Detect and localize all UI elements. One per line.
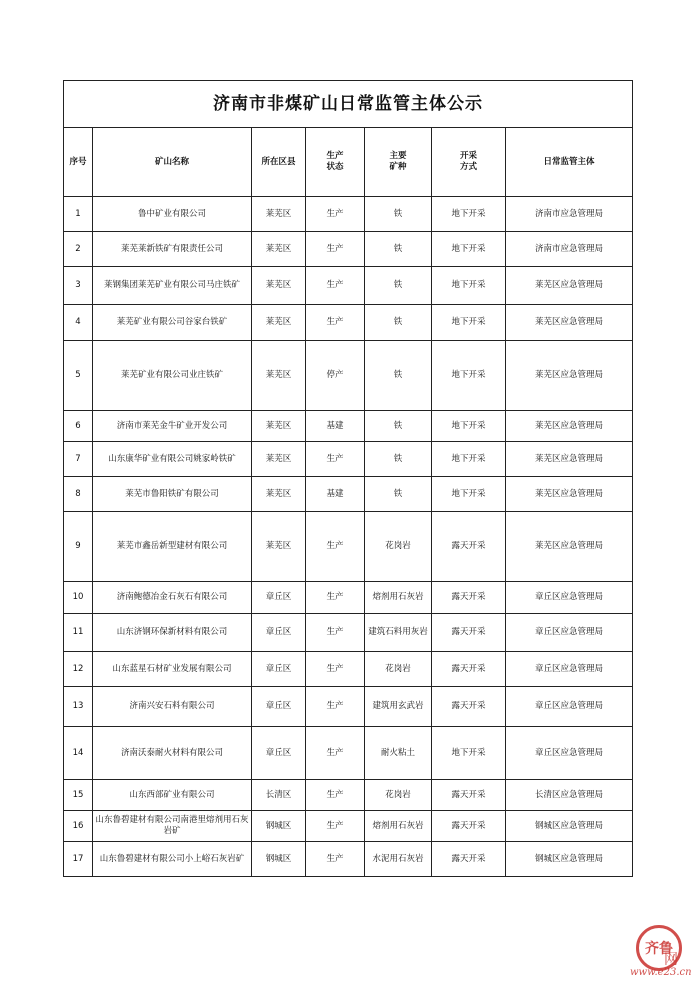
cell-district: 莱芜区 — [252, 232, 306, 267]
cell-status: 生产 — [306, 811, 365, 842]
col-header-name: 矿山名称 — [93, 128, 252, 197]
table-row — [64, 614, 633, 652]
cell-no: 8 — [64, 477, 93, 512]
cell-regulator: 济南市应急管理局 — [506, 197, 633, 232]
cell-mineral: 铁 — [365, 442, 432, 477]
cell-mineral: 铁 — [365, 197, 432, 232]
cell-no: 7 — [64, 442, 93, 477]
cell-status: 基建 — [306, 477, 365, 512]
table-row — [64, 232, 633, 267]
cell-name: 山东康华矿业有限公司姚家岭铁矿 — [93, 442, 252, 477]
cell-method: 地下开采 — [432, 411, 506, 442]
cell-regulator: 莱芜区应急管理局 — [506, 442, 633, 477]
cell-mineral: 花岗岩 — [365, 652, 432, 687]
table-row — [64, 411, 633, 442]
cell-method: 露天开采 — [432, 652, 506, 687]
cell-no: 10 — [64, 582, 93, 614]
cell-status: 生产 — [306, 687, 365, 727]
table-row — [64, 687, 633, 727]
cell-status: 生产 — [306, 232, 365, 267]
site-watermark — [620, 925, 698, 980]
cell-no: 9 — [64, 512, 93, 582]
cell-name: 济南鲍德冶金石灰石有限公司 — [93, 582, 252, 614]
table-row — [64, 652, 633, 687]
cell-name: 鲁中矿业有限公司 — [93, 197, 252, 232]
cell-regulator: 莱芜区应急管理局 — [506, 305, 633, 341]
cell-no: 2 — [64, 232, 93, 267]
cell-method: 露天开采 — [432, 614, 506, 652]
cell-method: 地下开采 — [432, 727, 506, 780]
cell-district: 莱芜区 — [252, 411, 306, 442]
cell-no: 15 — [64, 780, 93, 811]
col-header-no: 序号 — [64, 128, 93, 197]
cell-name: 莱钢集团莱芜矿业有限公司马庄铁矿 — [93, 267, 252, 305]
cell-mineral: 建筑石料用灰岩 — [365, 614, 432, 652]
cell-status: 基建 — [306, 411, 365, 442]
cell-no: 17 — [64, 842, 93, 877]
col-header-method: 开采 方式 — [432, 128, 506, 197]
table-row — [64, 811, 633, 842]
cell-no: 3 — [64, 267, 93, 305]
cell-district: 莱芜区 — [252, 305, 306, 341]
cell-regulator: 章丘区应急管理局 — [506, 687, 633, 727]
cell-mineral: 熔剂用石灰岩 — [365, 811, 432, 842]
notice-sheet — [63, 80, 632, 877]
cell-method: 地下开采 — [432, 197, 506, 232]
cell-name: 山东西部矿业有限公司 — [93, 780, 252, 811]
cell-regulator: 章丘区应急管理局 — [506, 614, 633, 652]
cell-name: 莱芜市鑫岳新型建材有限公司 — [93, 512, 252, 582]
table-row — [64, 305, 633, 341]
cell-regulator: 钢城区应急管理局 — [506, 842, 633, 877]
cell-district: 钢城区 — [252, 811, 306, 842]
cell-regulator: 莱芜区应急管理局 — [506, 477, 633, 512]
cell-district: 章丘区 — [252, 614, 306, 652]
cell-status: 生产 — [306, 614, 365, 652]
cell-mineral: 花岗岩 — [365, 512, 432, 582]
cell-status: 生产 — [306, 197, 365, 232]
cell-name: 莱芜市鲁阳铁矿有限公司 — [93, 477, 252, 512]
cell-district: 莱芜区 — [252, 267, 306, 305]
cell-mineral: 耐火粘土 — [365, 727, 432, 780]
cell-method: 露天开采 — [432, 512, 506, 582]
cell-district: 长清区 — [252, 780, 306, 811]
cell-status: 停产 — [306, 341, 365, 411]
cell-status: 生产 — [306, 652, 365, 687]
table-row — [64, 512, 633, 582]
cell-no: 13 — [64, 687, 93, 727]
col-header-mineral: 主要 矿种 — [365, 128, 432, 197]
cell-regulator: 莱芜区应急管理局 — [506, 512, 633, 582]
cell-district: 莱芜区 — [252, 341, 306, 411]
cell-regulator: 莱芜区应急管理局 — [506, 341, 633, 411]
header-row — [64, 128, 633, 197]
cell-district: 钢城区 — [252, 842, 306, 877]
cell-mineral: 水泥用石灰岩 — [365, 842, 432, 877]
cell-district: 章丘区 — [252, 582, 306, 614]
cell-no: 1 — [64, 197, 93, 232]
cell-name: 莱芜莱新铁矿有限责任公司 — [93, 232, 252, 267]
col-header-status: 生产 状态 — [306, 128, 365, 197]
cell-method: 地下开采 — [432, 442, 506, 477]
cell-regulator: 莱芜区应急管理局 — [506, 267, 633, 305]
cell-name: 莱芜矿业有限公司业庄铁矿 — [93, 341, 252, 411]
cell-status: 生产 — [306, 842, 365, 877]
cell-district: 莱芜区 — [252, 197, 306, 232]
cell-method: 露天开采 — [432, 582, 506, 614]
cell-method: 地下开采 — [432, 477, 506, 512]
cell-name: 山东济钢环保新材料有限公司 — [93, 614, 252, 652]
table-row — [64, 780, 633, 811]
cell-regulator: 长清区应急管理局 — [506, 780, 633, 811]
cell-name: 山东鲁碧建材有限公司南港里熔剂用石灰岩矿 — [93, 811, 252, 842]
cell-regulator: 章丘区应急管理局 — [506, 652, 633, 687]
table-row — [64, 341, 633, 411]
table-row — [64, 197, 633, 232]
cell-status: 生产 — [306, 305, 365, 341]
cell-no: 11 — [64, 614, 93, 652]
cell-method: 露天开采 — [432, 687, 506, 727]
table-row — [64, 267, 633, 305]
cell-method: 地下开采 — [432, 232, 506, 267]
cell-mineral: 熔剂用石灰岩 — [365, 582, 432, 614]
cell-no: 16 — [64, 811, 93, 842]
cell-district: 章丘区 — [252, 652, 306, 687]
mine-table — [63, 80, 633, 877]
cell-no: 14 — [64, 727, 93, 780]
cell-name: 山东鲁碧建材有限公司小上峪石灰岩矿 — [93, 842, 252, 877]
cell-method: 露天开采 — [432, 811, 506, 842]
page-title: 济南市非煤矿山日常监管主体公示 — [64, 81, 633, 128]
cell-mineral: 铁 — [365, 267, 432, 305]
cell-name: 莱芜矿业有限公司谷家台铁矿 — [93, 305, 252, 341]
cell-no: 4 — [64, 305, 93, 341]
cell-method: 露天开采 — [432, 842, 506, 877]
table-body — [64, 197, 633, 877]
table-row — [64, 477, 633, 512]
cell-mineral: 建筑用玄武岩 — [365, 687, 432, 727]
watermark-net: 网 — [664, 952, 678, 968]
table-row — [64, 442, 633, 477]
col-header-regulator: 日常监管主体 — [506, 128, 633, 197]
cell-method: 地下开采 — [432, 305, 506, 341]
cell-district: 章丘区 — [252, 687, 306, 727]
cell-name: 济南市莱芜金牛矿业开发公司 — [93, 411, 252, 442]
cell-name: 济南沃泰耐火材料有限公司 — [93, 727, 252, 780]
cell-method: 露天开采 — [432, 780, 506, 811]
cell-status: 生产 — [306, 512, 365, 582]
table-row — [64, 582, 633, 614]
cell-district: 莱芜区 — [252, 442, 306, 477]
cell-mineral: 铁 — [365, 232, 432, 267]
cell-no: 5 — [64, 341, 93, 411]
cell-regulator: 章丘区应急管理局 — [506, 727, 633, 780]
cell-name: 山东蓝星石材矿业发展有限公司 — [93, 652, 252, 687]
cell-district: 章丘区 — [252, 727, 306, 780]
cell-regulator: 钢城区应急管理局 — [506, 811, 633, 842]
cell-status: 生产 — [306, 727, 365, 780]
cell-name: 济南兴安石料有限公司 — [93, 687, 252, 727]
cell-mineral: 花岗岩 — [365, 780, 432, 811]
seal-logo: 齐鲁 — [636, 925, 682, 971]
cell-regulator: 莱芜区应急管理局 — [506, 411, 633, 442]
cell-status: 生产 — [306, 582, 365, 614]
cell-status: 生产 — [306, 267, 365, 305]
cell-status: 生产 — [306, 442, 365, 477]
cell-status: 生产 — [306, 780, 365, 811]
cell-no: 12 — [64, 652, 93, 687]
cell-method: 地下开采 — [432, 267, 506, 305]
col-header-district: 所在区县 — [252, 128, 306, 197]
cell-district: 莱芜区 — [252, 477, 306, 512]
table-row — [64, 727, 633, 780]
cell-regulator: 章丘区应急管理局 — [506, 582, 633, 614]
cell-method: 地下开采 — [432, 341, 506, 411]
cell-mineral: 铁 — [365, 477, 432, 512]
cell-mineral: 铁 — [365, 411, 432, 442]
watermark-url: www.e23.cn — [630, 967, 692, 978]
cell-mineral: 铁 — [365, 305, 432, 341]
table-row — [64, 842, 633, 877]
cell-regulator: 济南市应急管理局 — [506, 232, 633, 267]
cell-district: 莱芜区 — [252, 512, 306, 582]
cell-mineral: 铁 — [365, 341, 432, 411]
cell-no: 6 — [64, 411, 93, 442]
